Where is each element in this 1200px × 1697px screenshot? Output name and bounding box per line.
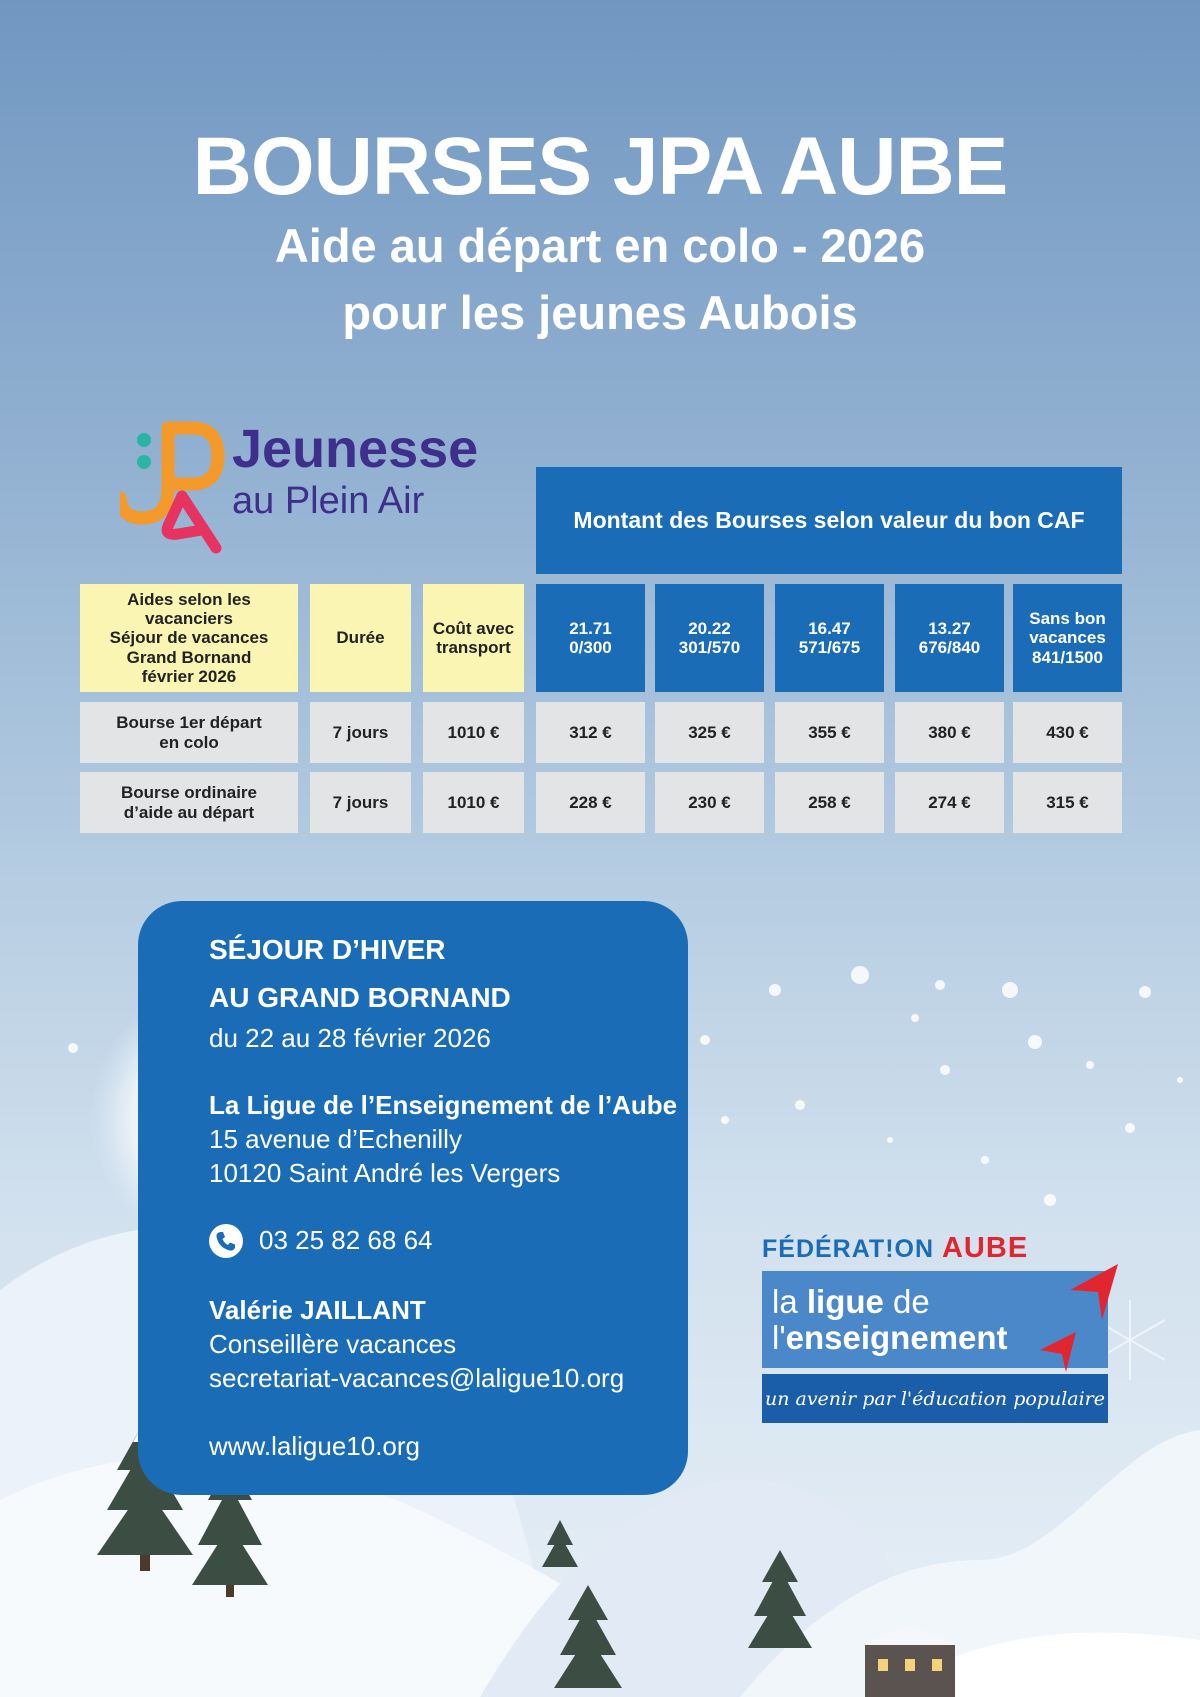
table-cell: 258 €	[775, 772, 884, 833]
ligue-tagline: un avenir par l'éducation populaire	[762, 1374, 1108, 1423]
table-cell: 312 €	[536, 702, 645, 763]
ligue-word-la: la	[772, 1283, 798, 1320]
table-cell: 1010 €	[423, 772, 524, 833]
table-cell: 325 €	[655, 702, 764, 763]
address-line2: 10120 Saint André les Vergers	[209, 1158, 561, 1188]
page-subtitle-line2: pour les jeunes Aubois	[342, 286, 858, 339]
website-link[interactable]: www.laligue10.org	[209, 1431, 421, 1461]
phone-icon	[209, 1224, 243, 1258]
table-cell: 355 €	[775, 702, 884, 763]
table-header-cell: 21.71 0/300	[536, 584, 645, 692]
stay-dates: du 22 au 28 février 2026	[209, 1023, 491, 1053]
address-line1: 15 avenue d’Echenilly	[209, 1124, 462, 1154]
phone-number[interactable]: 03 25 82 68 64	[259, 1225, 433, 1255]
table-header-cell: Coût avec transport	[423, 584, 524, 692]
ligue-word-ligue: ligue	[806, 1283, 884, 1320]
jpa-logo-word1: Jeunesse	[232, 419, 479, 479]
table-header-cell: 13.27 676/840	[895, 584, 1004, 692]
contact-box	[138, 901, 688, 1495]
organization-name: La Ligue de l’Enseignement de l’Aube	[209, 1090, 678, 1120]
federation-region: AUBE	[941, 1232, 1029, 1264]
table-cell: 380 €	[895, 702, 1004, 763]
table-cell: 315 €	[1013, 772, 1122, 833]
table-cell: 7 jours	[310, 702, 411, 763]
jpa-logo-word2: au Plein Air	[232, 480, 425, 522]
table-header-cell: Sans bon vacances 841/1500	[1013, 584, 1122, 692]
table-cell: 228 €	[536, 772, 645, 833]
table-header-cell: 16.47 571/675	[775, 584, 884, 692]
contact-role: Conseillère vacances	[209, 1329, 457, 1359]
table-cell: 7 jours	[310, 772, 411, 833]
table-cell: 230 €	[655, 772, 764, 833]
ligue-logo-line1	[772, 1283, 930, 1321]
table-cell: 430 €	[1013, 702, 1122, 763]
federation-word: FÉDÉRAT!ON	[762, 1235, 935, 1263]
contact-person: Valérie JAILLANT	[209, 1295, 426, 1325]
page-title: BOURSES JPA AUBE	[192, 121, 1008, 212]
table-row-label: Bourse 1er départ en colo	[80, 702, 298, 763]
ligue-word-enseignement: enseignement	[785, 1319, 1008, 1356]
table-cell: 1010 €	[423, 702, 524, 763]
ligue-logo-line2	[772, 1319, 1008, 1357]
table-cell: 274 €	[895, 772, 1004, 833]
red-arrow-icon	[1040, 1262, 1120, 1372]
stay-title-line2: AU GRAND BORNAND	[209, 982, 511, 1013]
jpa-logo-mark	[120, 418, 230, 558]
ligue-word-l: l'	[772, 1319, 786, 1356]
page-subtitle-line1: Aide au départ en colo - 2026	[274, 219, 926, 272]
contact-email[interactable]: secretariat-vacances@laligue10.org	[209, 1363, 625, 1393]
stay-title-line1: SÉJOUR D’HIVER	[209, 934, 446, 965]
table-header-cell: Aides selon les vacanciers Séjour de vacances Grand Bornand février 2026	[80, 584, 298, 692]
federation-label	[762, 1232, 1028, 1265]
caf-amount-header: Montant des Bourses selon valeur du bon CAF	[536, 467, 1122, 574]
table-header-cell: 20.22 301/570	[655, 584, 764, 692]
jpa-logo	[120, 418, 500, 558]
table-header-cell: Durée	[310, 584, 411, 692]
ligue-word-de: de	[893, 1283, 930, 1320]
table-row-label: Bourse ordinaire d’aide au départ	[80, 772, 298, 833]
